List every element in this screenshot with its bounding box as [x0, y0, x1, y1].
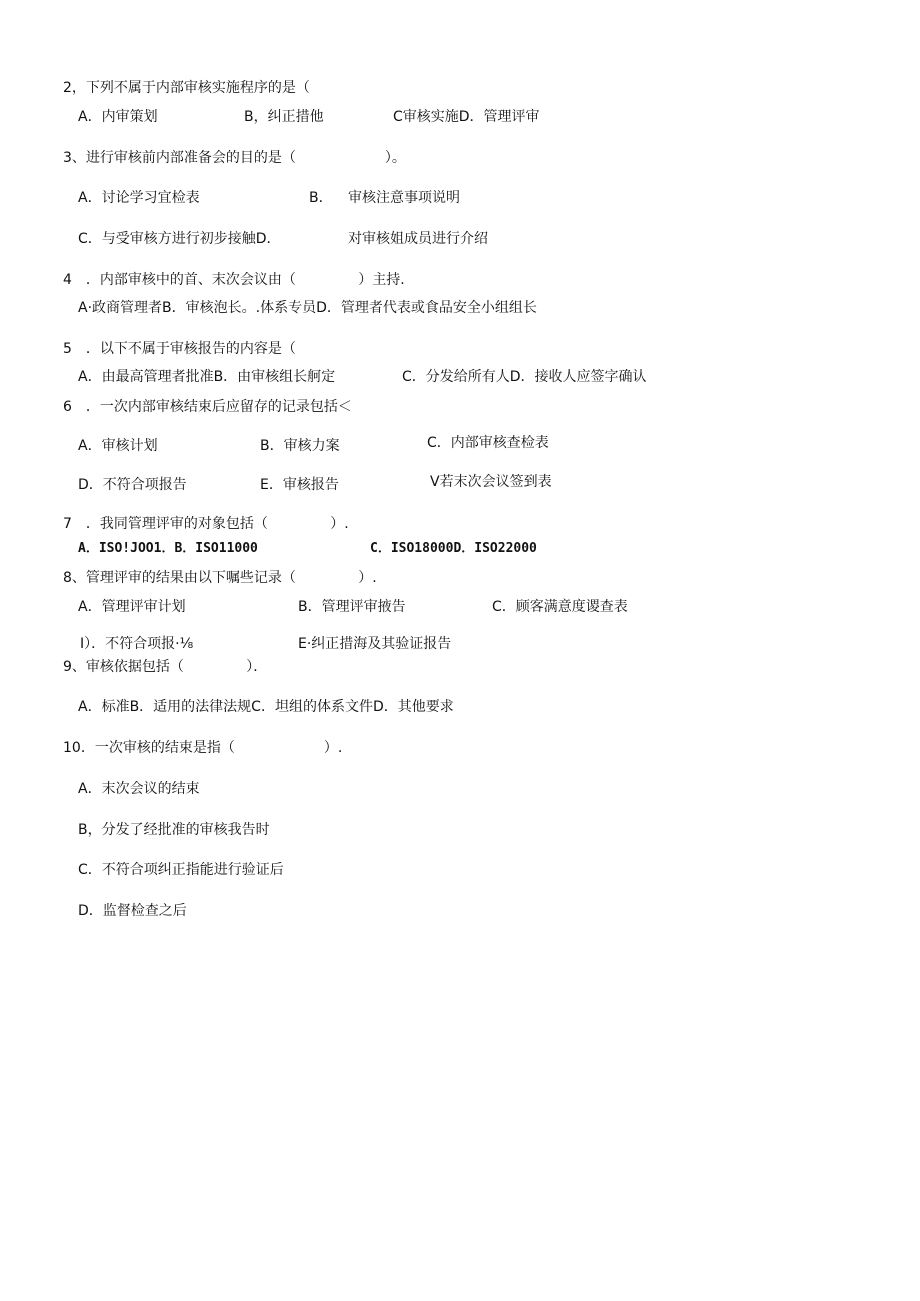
- question-10-option-d: D．监督检查之后: [78, 903, 187, 919]
- question-6-option-b: B．审核力案: [260, 438, 340, 454]
- question-6-option-f: V若末次会议签到表: [430, 474, 552, 490]
- question-5-option-cd: C．分发给所有人D．接收人应签字确认: [402, 369, 647, 385]
- question-6-stem: 6 ．一次内部审核结束后应留存的记录包括＜: [63, 399, 352, 415]
- question-8-option-e: E·纠正措海及其验证报告: [298, 636, 452, 652]
- question-6-option-e: E．审核报告: [260, 477, 339, 493]
- question-9-options: A．标准B．适用的法律法规C．坦组的体系文件D．其他要求: [78, 699, 454, 715]
- question-3-stem: 3、进行审核前内部准备会的目的是（ ）。: [63, 150, 406, 166]
- question-6-option-c: C．内部审核查检表: [427, 435, 549, 451]
- question-5-stem: 5 ．以下不属于审核报告的内容是（: [63, 341, 296, 357]
- question-2-option-b: B，纠正措他: [244, 109, 324, 125]
- question-6-option-d: D．不符合项报告: [78, 477, 187, 493]
- question-8-stem: 8、管理评审的结果由以下嘱些记录（ ）.: [63, 570, 377, 586]
- question-7-option-ab: A．ISO!JOO1．B．ISO11000: [78, 541, 258, 556]
- question-3-option-c: C．与受审核方进行初步接触D．: [78, 231, 281, 247]
- question-3-option-b-letter: B．: [309, 190, 333, 206]
- question-4-stem: 4 ．内部审核中的首、末次会议由（ ）主持.: [63, 272, 405, 288]
- question-7-option-cd: C．ISO18000D．ISO22000: [370, 541, 537, 556]
- question-9-stem: 9、审核依据包括（ ）．: [63, 659, 268, 675]
- question-2-option-a: A．内审策划: [78, 109, 158, 125]
- question-2-option-cd: C审核实施D．管理评审: [393, 109, 540, 125]
- question-3-option-d-text: 对审核姐成员进行介绍: [348, 231, 488, 247]
- question-10-option-b: B，分发了经批准的审核我告时: [78, 822, 270, 838]
- question-10-stem: 10．一次审核的结束是指（ ）.: [63, 740, 343, 756]
- question-10-option-a: A．末次会议的结束: [78, 781, 200, 797]
- question-8-option-c: C．顾客满意度谡查表: [492, 599, 628, 615]
- question-7-stem: 7 ．我同管理评审的对象包括（ ）.: [63, 516, 349, 532]
- question-5-option-ab: A．由最高管理者批准B．由审核组长舸定: [78, 369, 336, 385]
- question-8-option-b: B．管理评审掖告: [298, 599, 406, 615]
- question-6-option-a: A．审核计划: [78, 438, 158, 454]
- question-4-options: A·政商管理者B．审核泡长。.体系专员D．管理者代表或食品安全小组组长: [78, 300, 537, 316]
- question-10-option-c: C．不符合项纠正指能进行验证后: [78, 862, 284, 878]
- question-8-option-d: I）．不符合项报·⅛: [80, 636, 194, 652]
- question-8-option-a: A．管理评审计划: [78, 599, 186, 615]
- question-3-option-b-text: 审核注意事项说明: [348, 190, 460, 206]
- question-3-option-a: A．讨论学习宜检表: [78, 190, 200, 206]
- question-2-stem: 2，下列不属于内部审核实施程序的是（: [63, 80, 310, 96]
